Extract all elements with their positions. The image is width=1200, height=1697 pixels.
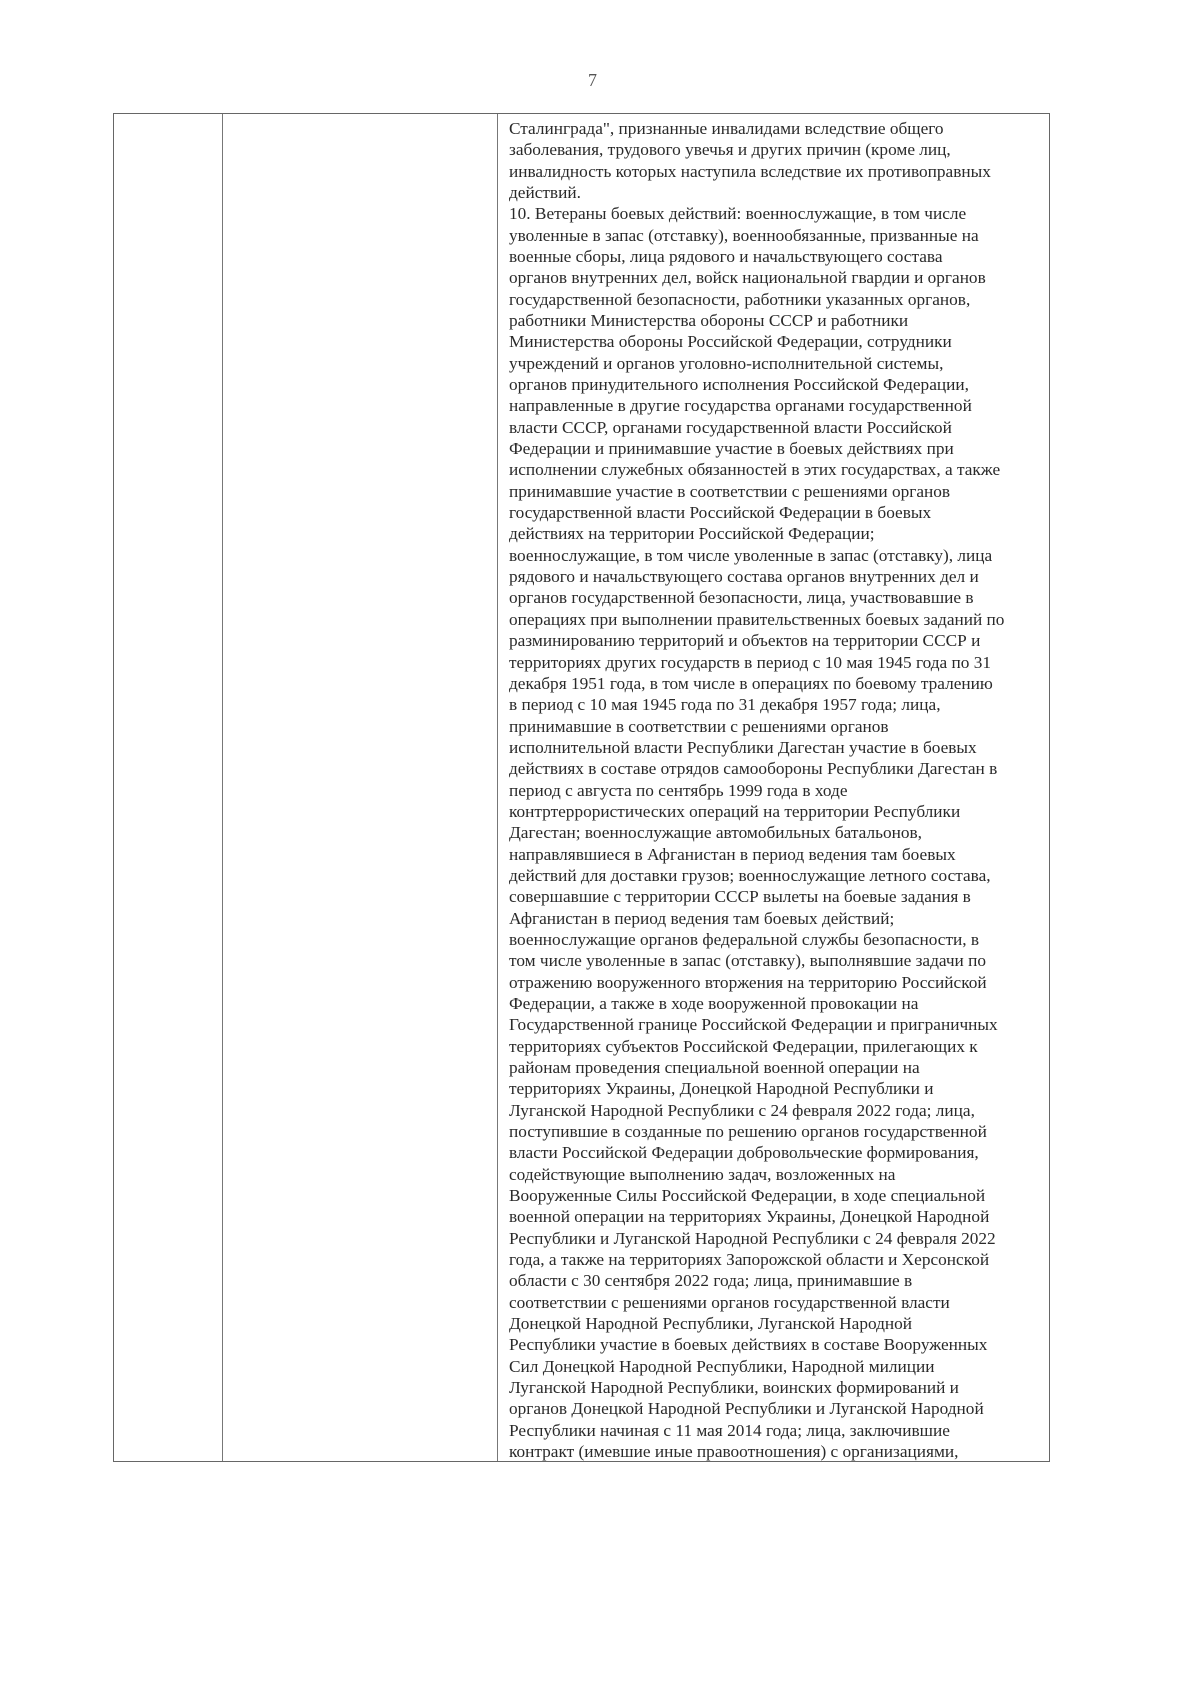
text-line: направленные в другие государства органами государственной — [509, 396, 972, 416]
text-line: исполнении служебных обязанностей в этих государствах, а также — [509, 460, 1001, 480]
text-line: Министерства обороны Российской Федерации, сотрудники — [509, 332, 952, 352]
text-line: контракт (имевшие иные правоотношения) с организациями, — [509, 1442, 959, 1462]
text-line: территориях субъектов Российской Федерации, прилегающих к — [509, 1036, 978, 1056]
text-line: направлявшиеся в Афганистан в период ведения там боевых — [509, 844, 956, 864]
text-line: Афганистан в период ведения там боевых действий; — [509, 908, 895, 928]
text-line: государственной власти Российской Федерации в боевых — [509, 503, 932, 523]
text-line: контртеррористических операций на территории Республики — [509, 801, 961, 821]
text-line: Республики и Луганской Народной Республики с 24 февраля 2022 — [509, 1228, 996, 1248]
text-line: соответствии с решениями органов государственной власти — [509, 1292, 950, 1312]
text-line: исполнительной власти Республики Дагестан участие в боевых — [509, 737, 977, 757]
text-line: Республики начиная с 11 мая 2014 года; лица, заключившие — [509, 1420, 950, 1440]
text-line: Луганской Народной Республики, воинских формирований и — [509, 1378, 959, 1398]
text-line: действий. — [509, 183, 581, 203]
text-line: Донецкой Народной Республики, Луганской Народной — [509, 1314, 913, 1334]
text-line: Федерации, а также в ходе вооруженной провокации на — [509, 993, 919, 1013]
text-line: власти СССР, органами государственной власти Российской — [509, 417, 952, 437]
text-line: инвалидность которых наступила вследствие их противоправных — [509, 161, 991, 181]
text-line: декабря 1951 года, в том числе в операциях по боевому тралению — [509, 673, 993, 693]
page-number: 7 — [588, 70, 597, 90]
text-line: Вооруженные Силы Российской Федерации, в ходе специальной — [509, 1186, 986, 1205]
text-line: районам проведения специальной военной операции на — [509, 1057, 920, 1077]
text-line: Государственной границе Российской Федерации и приграничных — [509, 1015, 998, 1035]
text-line: в период с 10 мая 1945 года по 31 декабря 1957 года; лица, — [509, 695, 941, 715]
text-line: военные сборы, лица рядового и начальствующего состава — [509, 247, 943, 267]
text-line: Федерации и принимавшие участие в боевых действиях при — [509, 439, 954, 459]
text-line: поступившие в созданные по решению органов государственной — [509, 1121, 987, 1141]
text-line: совершавшие с территории СССР вылеты на боевые задания в — [509, 887, 971, 907]
text-line: органов Донецкой Народной Республики и Луганской Народной — [509, 1399, 984, 1419]
text-line: операциях при выполнении правительственных боевых заданий по — [509, 609, 1005, 629]
text-line: органов внутренних дел, войск национальной гвардии и органов — [509, 268, 986, 288]
text-line: отражению вооруженного вторжения на территорию Российской — [509, 972, 987, 992]
text-line: территориях других государств в период с 10 мая 1945 года по 31 — [509, 652, 992, 672]
text-line: содействующие выполнению задач, возложенных на — [509, 1164, 896, 1184]
text-line: действиях в составе отрядов самообороны Республики Дагестан в — [509, 759, 998, 779]
text-line: органов принудительного исполнения Российской Федерации, — [509, 375, 969, 395]
text-line: рядового и начальствующего состава органов внутренних дел и — [509, 567, 979, 587]
text-line: заболевания, трудового увечья и других причин (кроме лиц, — [509, 140, 951, 160]
text-line: Сталинграда", признанные инвалидами вследствие общего — [509, 119, 944, 138]
text-line: принимавшие участие в соответствии с решениями органов — [509, 481, 951, 501]
text-line: действиях на территории Российской Федерации; — [509, 524, 875, 544]
text-line: военнослужащие, в том числе уволенные в запас (отставку), лица — [509, 545, 993, 565]
text-line: области с 30 сентября 2022 года; лица, принимавшие в — [509, 1271, 913, 1291]
column-divider-2 — [497, 114, 498, 1461]
text-line: Луганской Народной Республики с 24 февраля 2022 года; лица, — [509, 1100, 975, 1120]
text-line: действий для доставки грузов; военнослужащие летного состава, — [509, 865, 991, 885]
text-line: военной операции на территориях Украины, Донецкой Народной — [509, 1207, 990, 1227]
column-divider-1 — [222, 114, 223, 1461]
text-line: 10. Ветераны боевых действий: военнослужащие, в том числе — [509, 204, 967, 224]
text-line: власти Российской Федерации добровольческие формирования, — [509, 1143, 979, 1163]
text-line: Республики участие в боевых действиях в составе Вооруженных — [509, 1335, 988, 1355]
text-line: учреждений и органов уголовно-исполнительной системы, — [509, 353, 944, 373]
text-line: уволенные в запас (отставку), военнообязанные, призванные на — [509, 225, 979, 245]
text-line: работники Министерства обороны СССР и работники — [509, 311, 909, 331]
text-line: органов государственной безопасности, лица, участвовавшие в — [509, 588, 974, 608]
text-line: том числе уволенные в запас (отставку), выполнявшие задачи по — [509, 951, 987, 971]
text-line: период с августа по сентябрь 1999 года в ходе — [509, 780, 848, 800]
text-line: принимавшие в соответствии с решениями органов — [509, 716, 889, 736]
text-line: года, а также на территориях Запорожской области и Херсонской — [509, 1250, 990, 1270]
text-line: разминированию территорий и объектов на территории СССР и — [509, 631, 981, 651]
text-line: территориях Украины, Донецкой Народной Республики и — [509, 1079, 934, 1099]
text-line: военнослужащие органов федеральной службы безопасности, в — [509, 929, 980, 949]
text-line: Сил Донецкой Народной Республики, Народной милиции — [509, 1356, 935, 1376]
text-line: Дагестан; военнослужащие автомобильных батальонов, — [509, 823, 922, 843]
text-line: государственной безопасности, работники указанных органов, — [509, 289, 971, 309]
